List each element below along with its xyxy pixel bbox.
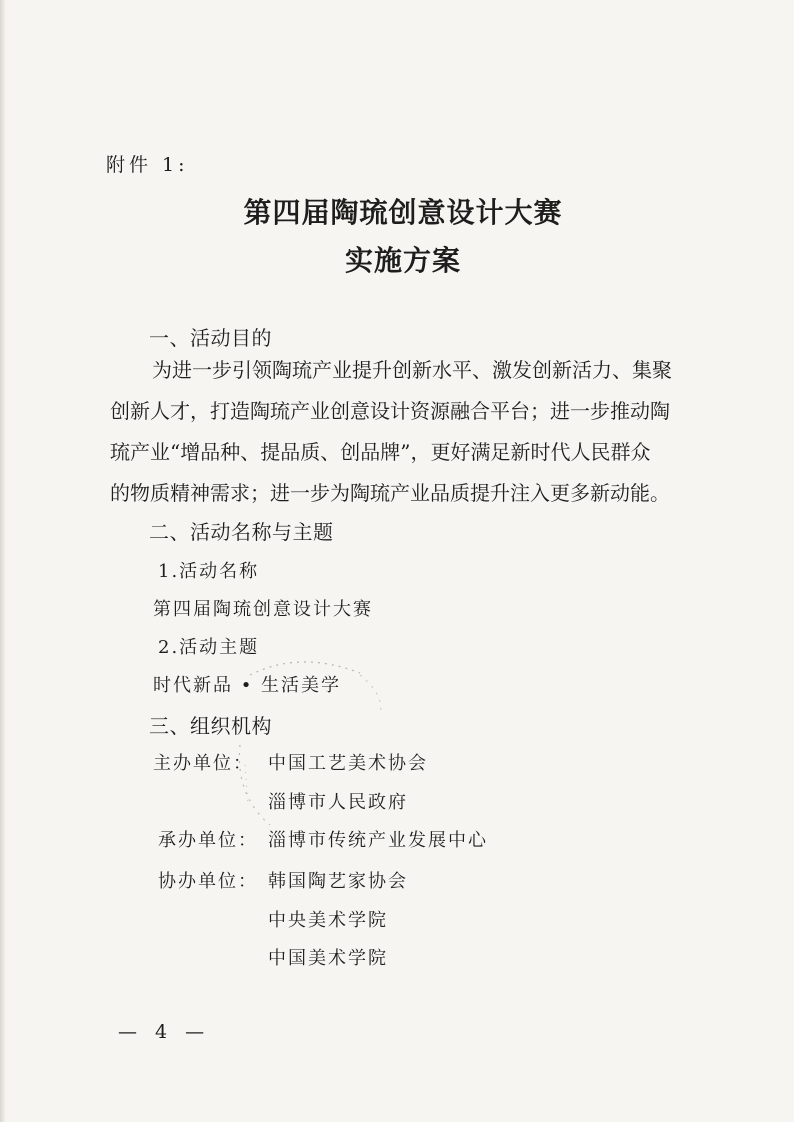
host-label: 主办单位：	[153, 753, 253, 774]
page-edge	[0, 0, 6, 1122]
host-value: 中国工艺美术协会	[268, 753, 428, 774]
activity-theme-label: 2.活动主题	[158, 637, 260, 658]
activity-name-value: 第四届陶琉创意设计大赛	[153, 599, 373, 620]
section-heading-name-theme: 二、活动名称与主题	[149, 520, 334, 544]
host-value: 淄博市人民政府	[268, 792, 408, 813]
document-subtitle: 实施方案	[344, 244, 461, 277]
purpose-paragraph	[110, 350, 700, 514]
co-organizer-value: 中央美术学院	[268, 910, 388, 931]
activity-theme-value: 时代新品 • 生活美学	[153, 675, 342, 696]
paragraph-line: 为进一步引领陶琉产业提升创新水平、激发创新活力、集聚	[152, 358, 672, 382]
co-organizer-value: 中国美术学院	[268, 948, 388, 969]
paragraph-line: 创新人才，打造陶琉产业创意设计资源融合平台；进一步推动陶	[110, 399, 670, 423]
document-title: 第四届陶琉创意设计大赛	[243, 196, 563, 229]
attachment-label: 附件 1:	[106, 154, 189, 176]
section-heading-organization: 三、组织机构	[149, 714, 272, 738]
paragraph-line: 琉产业“增品种、提品质、创品牌”，更好满足新时代人民群众	[110, 440, 651, 464]
organizer-value: 淄博市传统产业发展中心	[268, 830, 488, 851]
page-number: — 4 —	[118, 1021, 211, 1043]
co-organizer-label: 协办单位：	[158, 871, 258, 892]
co-organizer-value: 韩国陶艺家协会	[268, 871, 408, 892]
paragraph-line: 的物质精神需求；进一步为陶琉产业品质提升注入更多新动能。	[110, 481, 670, 505]
activity-name-label: 1.活动名称	[158, 561, 260, 582]
section-heading-purpose: 一、活动目的	[149, 326, 272, 350]
organizer-label: 承办单位：	[158, 830, 258, 851]
